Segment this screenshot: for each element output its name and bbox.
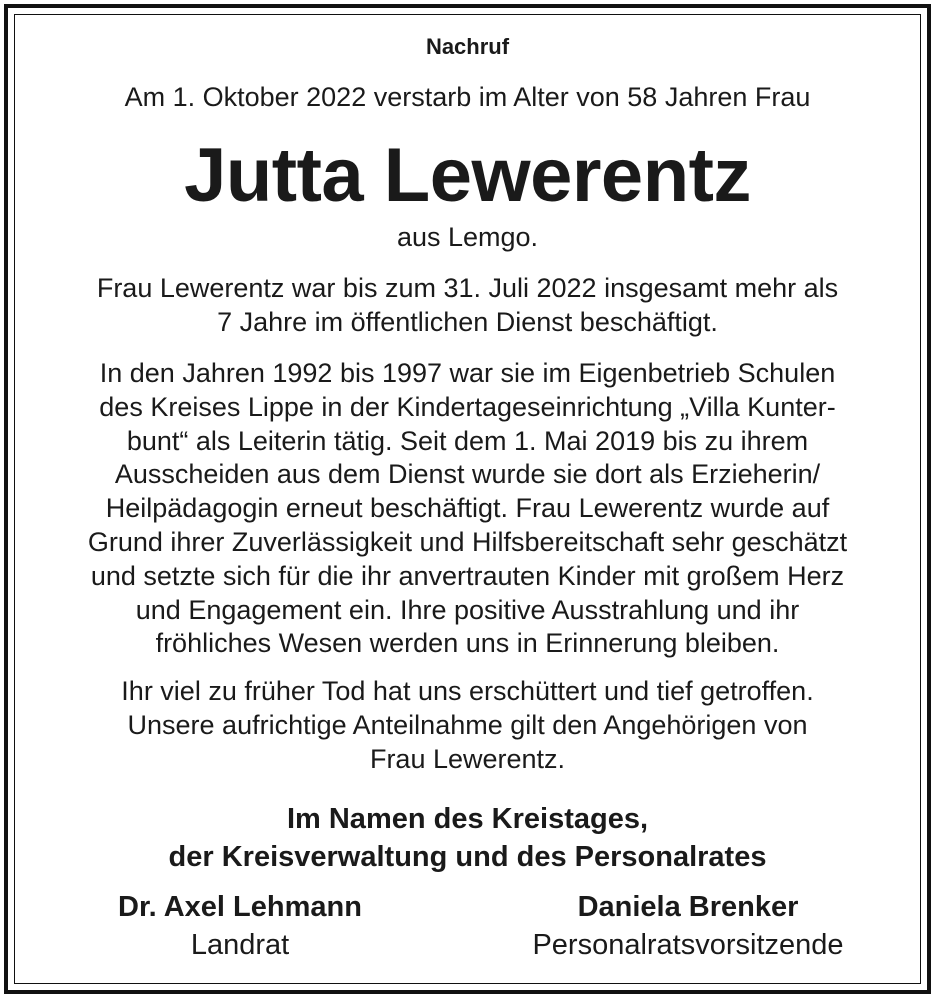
text-line: und Engagement ein. Ihre positive Ausstrahlung und ihr	[135, 594, 800, 625]
text-line: Frau Lewerentz.	[369, 743, 566, 774]
text-line: fröhliches Wesen werden uns in Erinnerung bleiben.	[155, 628, 780, 659]
paragraph-career	[40, 357, 895, 661]
signer-name: Dr. Axel Lehmann	[118, 891, 362, 923]
text-line: 7 Jahre im öffentlichen Dienst beschäftigt.	[217, 306, 718, 337]
text-line: des Kreises Lippe in der Kindertageseinrichtung „Villa Kunter-	[99, 391, 836, 422]
text-line: Frau Lewerentz war bis zum 31. Juli 2022 insgesamt mehr als	[96, 273, 839, 303]
text-line: bunt“ als Leiterin tätig. Seit dem 1. Mai 2019 bis zu ihrem	[126, 425, 809, 456]
closing-line: der Kreisverwaltung und des Personalrates	[168, 841, 767, 873]
signer-role: Landrat	[190, 929, 290, 961]
notice-intro: Am 1. Oktober 2022 verstarb im Alter von 58 Jahren Frau	[124, 82, 811, 112]
text-line: Ihr viel zu früher Tod hat uns erschüttert und tief getroffen.	[121, 676, 814, 706]
text-line: und setzte sich für die ihr anvertrauten Kinder mit großem Herz	[90, 560, 845, 591]
signer-name: Daniela Brenker	[577, 891, 799, 923]
deceased-name: Jutta Lewerentz	[184, 133, 751, 218]
signer-role: Personalratsvorsitzende	[532, 929, 844, 961]
text-line: Heilpädagogin erneut beschäftigt. Frau Lewerentz wurde auf	[105, 493, 830, 524]
signer-left	[70, 888, 410, 964]
text-line: Grund ihrer Zuverlässigkeit und Hilfsbereitschaft sehr geschätzt	[87, 526, 848, 557]
closing-statement	[0, 800, 935, 876]
text-line: In den Jahren 1992 bis 1997 war sie im Eigenbetrieb Schulen	[99, 358, 836, 388]
text-line: Unsere aufrichtige Anteilnahme gilt den Angehörigen von	[127, 709, 808, 740]
paragraph-service	[40, 272, 895, 340]
paragraph-condolence	[40, 675, 895, 776]
closing-line: Im Namen des Kreistages,	[286, 803, 649, 835]
notice-heading: Nachruf	[425, 34, 510, 59]
signer-right	[468, 888, 908, 964]
deceased-origin: aus Lemgo.	[396, 222, 539, 252]
text-line: Ausscheiden aus dem Dienst wurde sie dort als Erzieherin/	[114, 459, 821, 490]
